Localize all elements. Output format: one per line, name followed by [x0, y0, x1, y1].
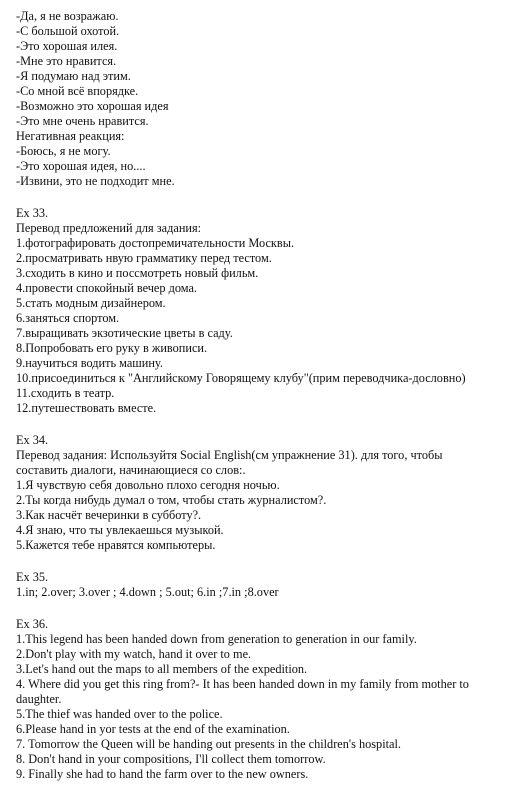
list-item: 9. Finally she had to hand the farm over to the new owners.: [16, 767, 309, 781]
exercise-title: Ex 36.: [16, 617, 49, 631]
list-item: 4.провести спокойный вечер дома.: [16, 281, 198, 295]
exercise-34: [16, 433, 520, 553]
exercise-title: Ex 34.: [16, 433, 49, 447]
exercise-intro: Перевод предложений для задания:: [16, 221, 202, 235]
list-item: 6.Please hand in yor tests at the end of the examination.: [16, 722, 290, 736]
list-item: 5.стать модным дизайнером.: [16, 296, 166, 310]
list-item: 4. Where did you get this ring from?- It has been handed down in my family from mother to: [16, 677, 469, 691]
list-item: 5.The thief was handed over to the police.: [16, 707, 223, 721]
list-item: 2.Don't play with my watch, hand it over to me.: [16, 647, 252, 661]
paragraph-gap: [16, 600, 520, 617]
list-item: -Мне это нравится.: [16, 54, 117, 68]
paragraph-gap: [16, 553, 520, 570]
list-item: 9.научиться водить машину.: [16, 356, 163, 370]
list-item: 11.сходить в театр.: [16, 386, 115, 400]
list-item: 1.фотографировать достопремичательности Москвы.: [16, 236, 295, 250]
exercise-answers: 1.in; 2.over; 3.over ; 4.down ; 5.out; 6.in ;7.in ;8.over: [16, 585, 279, 599]
list-item: -Боюсь, я не могу.: [16, 144, 111, 158]
exercise-title: Ex 35.: [16, 570, 49, 584]
list-item: -Я подумаю над этим.: [16, 69, 131, 83]
negative-reactions-section: [16, 129, 520, 189]
exercise-title: Ex 33.: [16, 206, 49, 220]
list-item: -Да, я не возражаю.: [16, 9, 119, 23]
list-item: 3.сходить в кино и поссмотреть новый фильм.: [16, 266, 259, 280]
list-item: 7. Tomorrow the Queen will be handing out presents in the children's hospital.: [16, 737, 401, 751]
exercise-36: [16, 617, 520, 782]
exercise-intro: Перевод задания: Используйтя Social English(см упражнение 31). для того, чтобы: [16, 448, 443, 462]
exercise-35: [16, 570, 520, 600]
list-item: 3.Let's hand out the maps to all members of the expedition.: [16, 662, 308, 676]
list-item: -Это хорошая илея.: [16, 39, 118, 53]
list-item: 2.просматривать нвую грамматику перед тестом.: [16, 251, 272, 265]
list-item: 4.Я знаю, что ты увлекаешься музыкой.: [16, 523, 224, 537]
list-item: 1.Я чувствую себя довольно плохо сегодня ночью.: [16, 478, 280, 492]
positive-reactions-list: [16, 9, 520, 129]
list-item: -Извини, это не подходит мне.: [16, 174, 175, 188]
list-item: 5.Кажется тебе нравятся компьютеры.: [16, 538, 216, 552]
list-item: -Возможно это хорошая идея: [16, 99, 169, 113]
list-item: 6.заняться спортом.: [16, 311, 120, 325]
list-item: -Это хорошая идея, но....: [16, 159, 146, 173]
list-item: 10.присоединиться к "Английскому Говорящему клубу"(прим переводчика-дословно): [16, 371, 466, 385]
list-item: -С большой охотой.: [16, 24, 120, 38]
list-item: 1.This legend has been handed down from generation to generation in our family.: [16, 632, 417, 646]
list-item: -Это мне очень нравится.: [16, 114, 149, 128]
list-item-continued: daughter.: [16, 692, 62, 706]
paragraph-gap: [16, 189, 520, 206]
paragraph-gap: [16, 416, 520, 433]
list-item: 3.Как насчёт вечеринки в субботу?.: [16, 508, 202, 522]
list-item: 8.Попробовать его руку в живописи.: [16, 341, 208, 355]
list-item: 2.Ты когда нибудь думал о том, чтобы стать журналистом?.: [16, 493, 327, 507]
negative-reactions-heading: Негативная реакция:: [16, 129, 125, 143]
exercise-intro-continued: составить диалоги, начинающиеся со слов:.: [16, 463, 246, 477]
list-item: 7.выращивать экзотические цветы в саду.: [16, 326, 233, 340]
list-item: 12.путешествовать вместе.: [16, 401, 157, 415]
list-item: 8. Don't hand in your compositions, I'll collect them tomorrow.: [16, 752, 326, 766]
exercise-33: [16, 206, 520, 416]
list-item: -Со мной всё впорядке.: [16, 84, 139, 98]
document-page: [16, 9, 520, 782]
